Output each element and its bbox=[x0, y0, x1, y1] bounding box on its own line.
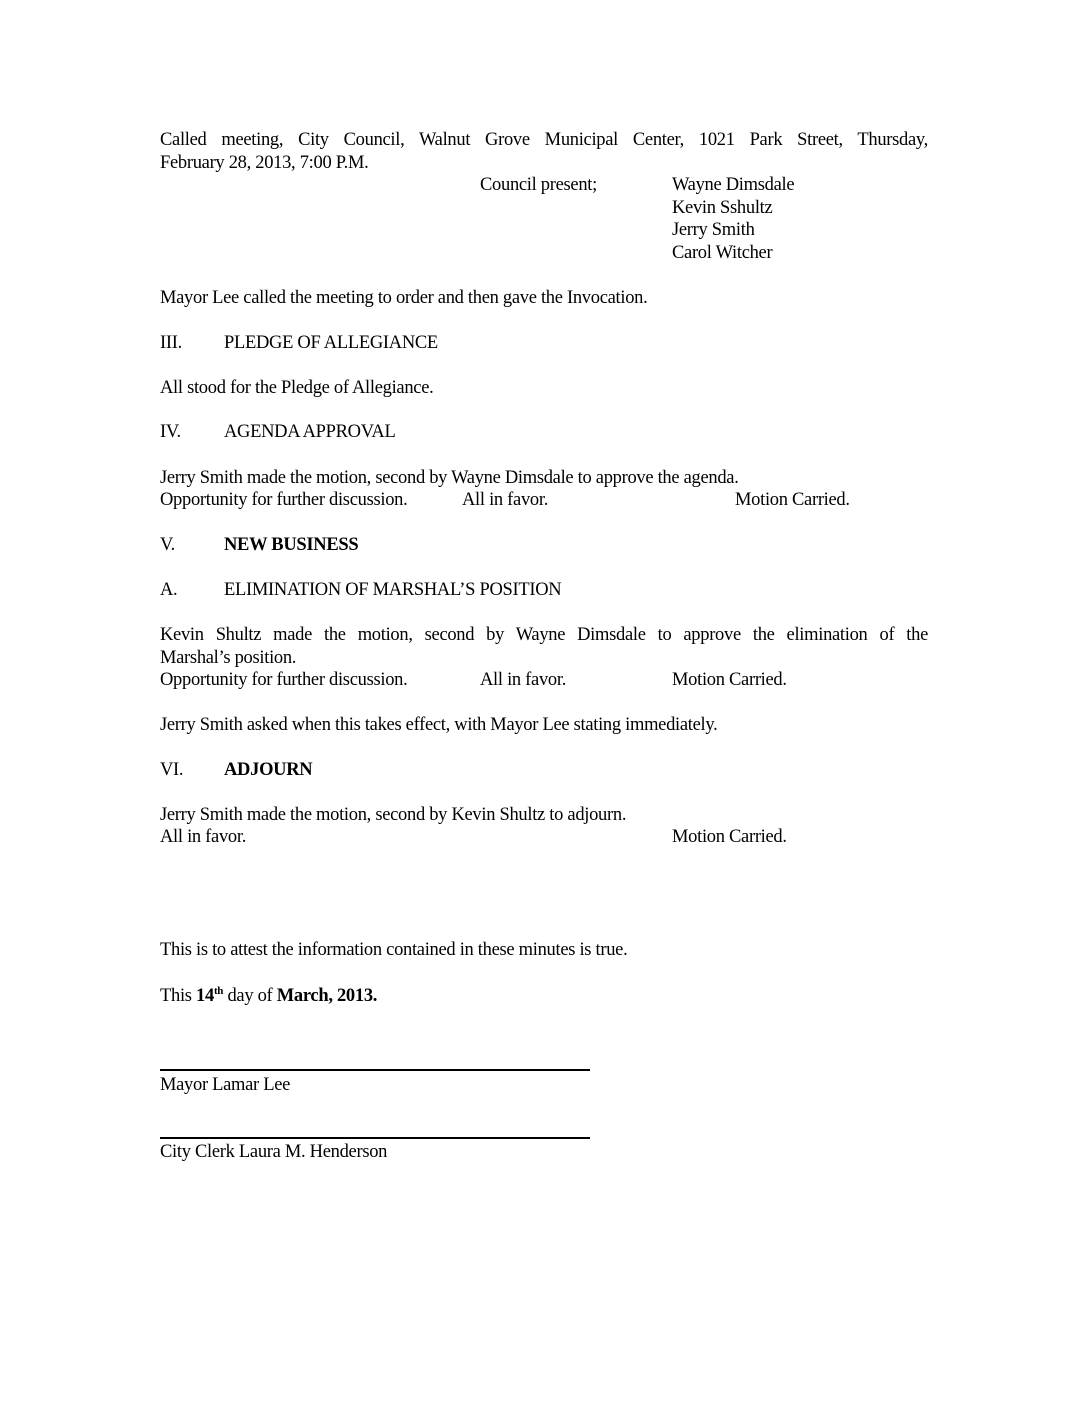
agenda-motion: Jerry Smith made the motion, second by Wayne Dimsdale to approve the agenda. bbox=[160, 468, 739, 488]
date-prefix: This bbox=[160, 986, 192, 1006]
council-member: Kevin Sshultz bbox=[672, 198, 773, 218]
pledge-body: All stood for the Pledge of Allegiance. bbox=[160, 378, 434, 398]
section-title-agenda: AGENDA APPROVAL bbox=[224, 422, 396, 442]
adjourn-result: Motion Carried. bbox=[672, 827, 787, 847]
section-number: V. bbox=[160, 535, 176, 555]
section-title-pledge: PLEDGE OF ALLEGIANCE bbox=[224, 333, 438, 353]
adjourn-vote: All in favor. bbox=[160, 827, 247, 847]
council-member: Carol Witcher bbox=[672, 243, 773, 263]
marshal-motion-line2: Marshal’s position. bbox=[160, 648, 297, 668]
marshal-note: Jerry Smith asked when this takes effect, with Mayor Lee stating immediately. bbox=[160, 715, 718, 735]
council-present-label: Council present; bbox=[480, 175, 597, 195]
day-suffix: th bbox=[213, 985, 224, 997]
agenda-result: Motion Carried. bbox=[735, 490, 850, 510]
date-middle: day of bbox=[227, 986, 273, 1006]
council-member: Wayne Dimsdale bbox=[672, 175, 795, 195]
attestation-date bbox=[160, 985, 377, 1007]
marshal-discussion: Opportunity for further discussion. bbox=[160, 670, 408, 690]
signature-line-mayor bbox=[160, 1069, 590, 1071]
marshal-vote: All in favor. bbox=[480, 670, 567, 690]
item-title-marshal: ELIMINATION OF MARSHAL’S POSITION bbox=[224, 580, 562, 600]
section-number: III. bbox=[160, 333, 182, 353]
section-title-new-business: NEW BUSINESS bbox=[224, 535, 359, 555]
marshal-result: Motion Carried. bbox=[672, 670, 787, 690]
agenda-discussion: Opportunity for further discussion. bbox=[160, 490, 408, 510]
meeting-header-line2: February 28, 2013, 7:00 P.M. bbox=[160, 153, 369, 173]
section-title-adjourn: ADJOURN bbox=[224, 760, 313, 780]
date-month-year: March, 2013. bbox=[276, 986, 378, 1006]
item-letter: A. bbox=[160, 580, 178, 600]
meeting-header-line1: Called meeting, City Council, Walnut Grove Municipal Center, 1021 Park Street, Thursday, bbox=[160, 130, 928, 150]
council-member: Jerry Smith bbox=[672, 220, 755, 240]
signature-line-clerk bbox=[160, 1137, 590, 1139]
call-to-order: Mayor Lee called the meeting to order and then gave the Invocation. bbox=[160, 288, 648, 308]
signature-clerk: City Clerk Laura M. Henderson bbox=[160, 1142, 388, 1162]
signature-mayor: Mayor Lamar Lee bbox=[160, 1075, 291, 1095]
section-number: IV. bbox=[160, 422, 181, 442]
adjourn-motion: Jerry Smith made the motion, second by Kevin Shultz to adjourn. bbox=[160, 805, 627, 825]
date-day bbox=[196, 986, 223, 1006]
section-number: VI. bbox=[160, 760, 184, 780]
attestation-statement: This is to attest the information contained in these minutes is true. bbox=[160, 940, 628, 960]
marshal-motion-line1: Kevin Shultz made the motion, second by Wayne Dimsdale to approve the elimination of the bbox=[160, 625, 928, 645]
day-number: 14 bbox=[196, 986, 214, 1006]
agenda-vote: All in favor. bbox=[462, 490, 549, 510]
